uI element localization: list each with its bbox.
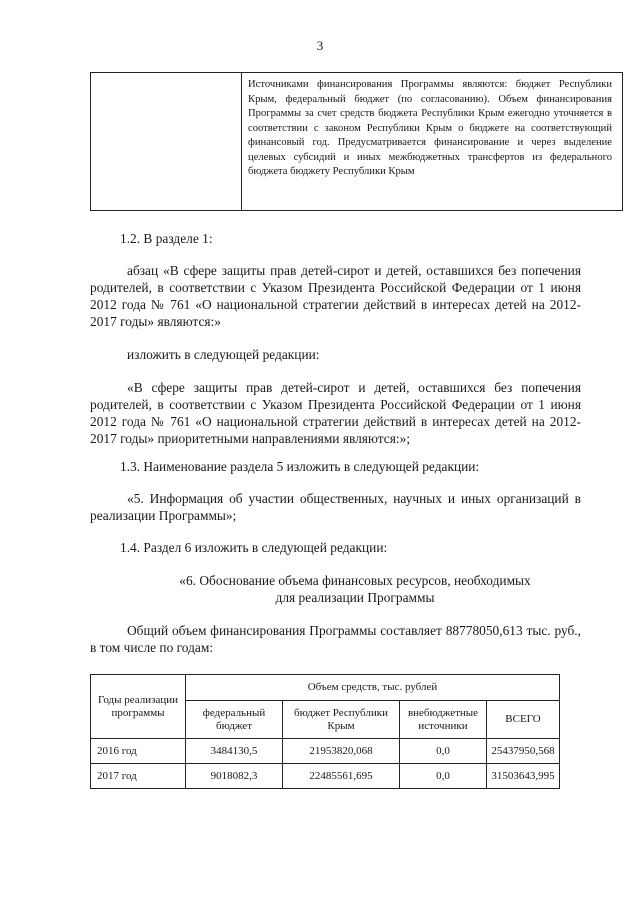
total-funding-text: Общий объем финансирования Программы составляет 88778050,613 тыс. руб., в том числе по годам: <box>90 623 581 655</box>
cell-extra: 0,0 <box>400 764 487 789</box>
header-federal: федеральный бюджет <box>186 701 283 739</box>
funding-sources-text: Источниками финансирования Программы являются: бюджет Республики Крым, федеральный бюджет (по согласованию). Объем финансирования Программы за счет средств бюджета Республики Крым ежегодно уточняется в соответствии с законом Республики Крым о бюджете на соответствующий финансовый год. Предусматривается финансирование и через выделение целевых субсидий и иных межбюджетных трансфертов из федерального бюджета бюджету Республики Крым <box>248 79 612 177</box>
funding-sources-label-cell <box>91 73 242 210</box>
cell-year: 2016 год <box>91 739 186 764</box>
item-1-2: 1.2. В разделе 1: <box>120 231 213 246</box>
section-6-title-line2: для реализации Программы <box>275 590 435 605</box>
table-row <box>91 764 560 789</box>
table-row <box>91 739 560 764</box>
section-5-text: «5. Информация об участии общественных, научных и иных организаций в реализации Программы»; <box>90 491 581 523</box>
cell-year: 2017 год <box>91 764 186 789</box>
cell-federal: 9018082,3 <box>186 764 283 789</box>
header-years: Годы реализации программы <box>91 675 186 739</box>
page-number: 3 <box>316 38 324 53</box>
cell-total: 25437950,568 <box>487 739 560 764</box>
section-6-title <box>90 572 620 606</box>
cell-federal: 3484130,5 <box>186 739 283 764</box>
header-crimea: бюджет Республики Крым <box>283 701 400 739</box>
header-total: ВСЕГО <box>487 701 560 739</box>
section-6-title-line1: «6. Обоснование объема финансовых ресурсов, необходимых <box>179 573 531 588</box>
funding-sources-table <box>90 72 623 211</box>
funding-by-year-table <box>90 674 560 789</box>
cell-extra: 0,0 <box>400 739 487 764</box>
cell-crimea: 21953820,068 <box>283 739 400 764</box>
paragraph-old: абзац «В сфере защиты прав детей-сирот и детей, оставшихся без попечения родителей, в соответствии с Указом Президента Российской Федерации от 1 июня 2012 года № 761 «О национальной стратегии действий в интересах детей на 2012-2017 годы» являются:» <box>90 263 581 329</box>
paragraph-new: «В сфере защиты прав детей-сирот и детей, оставшихся без попечения родителей, в соответствии с Указом Президента Российской Федерации от 1 июня 2012 года № 761 «О национальной стратегии действий в интересах детей на 2012-2017 годы» приоритетными направлениями являются:»; <box>90 380 581 446</box>
state-new-edition: изложить в следующей редакции: <box>127 347 320 362</box>
header-volume: Объем средств, тыс. рублей <box>186 675 560 701</box>
item-1-4: 1.4. Раздел 6 изложить в следующей редакции: <box>120 540 388 555</box>
cell-crimea: 22485561,695 <box>283 764 400 789</box>
item-1-3: 1.3. Наименование раздела 5 изложить в следующей редакции: <box>120 459 480 474</box>
header-extra: внебюджетные источники <box>400 701 487 739</box>
cell-total: 31503643,995 <box>487 764 560 789</box>
